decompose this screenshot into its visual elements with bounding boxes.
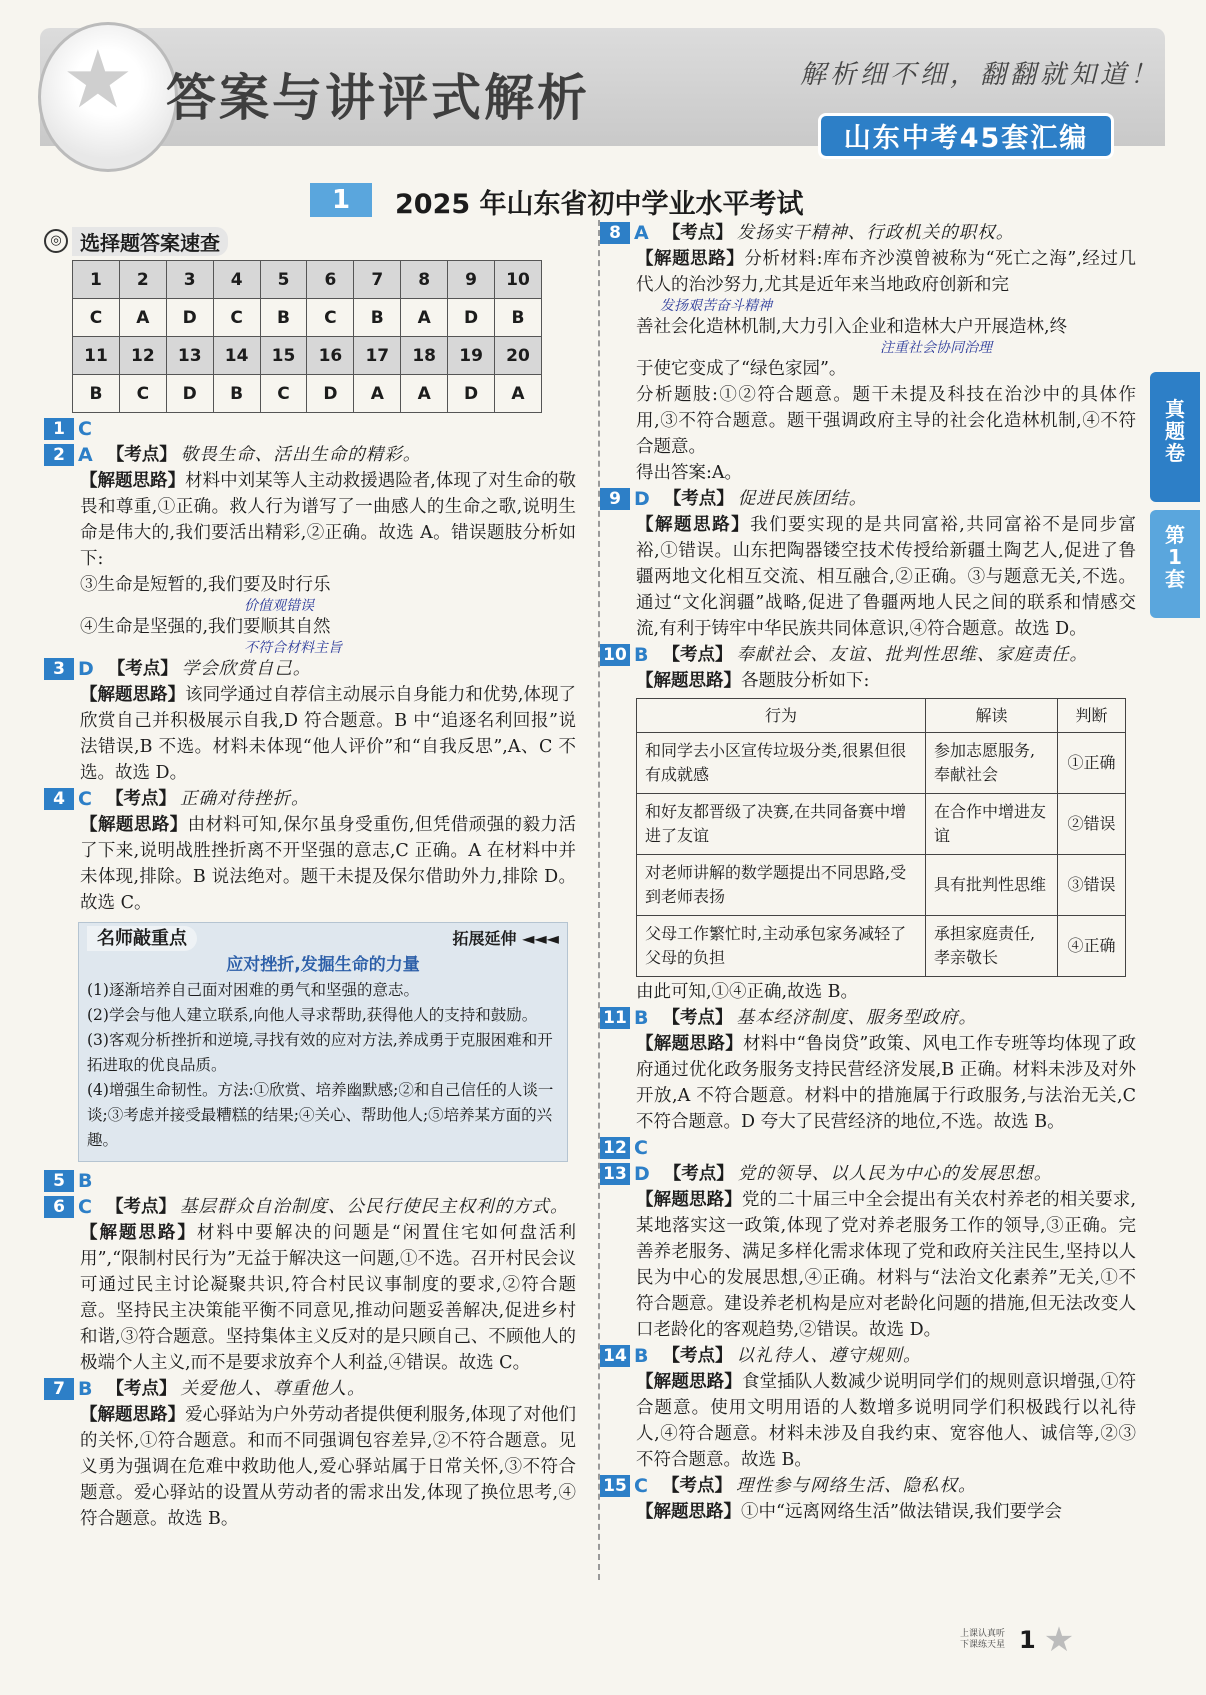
answer-table-cell: 9	[448, 261, 495, 299]
question-number: 1	[44, 418, 74, 440]
answer-table-cell: 12	[119, 337, 166, 375]
handwritten-note: 发扬艰苦奋斗精神	[660, 298, 772, 314]
table-cell: 参加志愿服务,奉献社会	[926, 733, 1058, 794]
table-cell: 和好友都晋级了决赛,在共同备赛中增进了友谊	[637, 794, 926, 855]
answer-table-cell: 5	[260, 261, 307, 299]
table-cell: ③错误	[1058, 855, 1126, 916]
table-row	[637, 733, 1126, 794]
side-tab-label: 真题卷	[1165, 397, 1185, 465]
table-row	[637, 855, 1126, 916]
question-2	[44, 442, 576, 656]
answer-table-cell: 19	[448, 337, 495, 375]
explanation	[600, 668, 1136, 694]
question-answer: B	[634, 1345, 649, 1367]
tip-label: 名师敲重点	[87, 926, 197, 951]
answer-table-cell: 10	[495, 261, 542, 299]
collection-badge: 山东中考45套汇编	[818, 113, 1114, 159]
footer-slogan	[960, 1629, 1005, 1651]
table-row	[637, 794, 1126, 855]
answer-table-cell: 17	[354, 337, 401, 375]
silu-label: 【解题思路】	[636, 671, 741, 691]
answer-table-cell: C	[260, 375, 307, 413]
explanation-text: 材料中要解决的问题是“闲置住宅如何盘活利用”,“限制村民行为”无益于解决这一问题,①不选。召开村民会议可通过民主讨论凝聚共识,符合村民议事制度的要求,②符合题意。坚持民主决策能平衡不同意见,推动问题妥善解决,促进乡村和谐,③符合题意。坚持集体主义反对的是只顾自己、不顾他人的极端个人主义,而不是要求放弃个人利益,④错误。故选 C。	[80, 1223, 577, 1373]
kaodian-label: 【考点】	[105, 1197, 176, 1217]
answer-table-cell: 3	[166, 261, 213, 299]
question-answer: B	[634, 1007, 649, 1029]
explanation-text: 各题肢分析如下:	[741, 671, 870, 691]
answer-table-row	[73, 261, 542, 299]
question-3	[44, 656, 576, 786]
kaodian-text: 促进民族团结。	[737, 489, 868, 509]
footer	[960, 1620, 1074, 1660]
explanation-text: 该同学通过自荐信主动展示自身能力和优势,体现了欣赏自己并积极展示自我,D 符合题意。B 中“追逐名利回报”说法错误,B 不选。材料未体现“他人评价”和“自我反思”,A、C 不选。故选 D。	[80, 685, 576, 783]
exam-title: 2025 年山东省初中学业水平考试	[395, 189, 804, 220]
table-cell: ②错误	[1058, 794, 1126, 855]
explanation	[600, 1187, 1136, 1343]
table-row	[637, 916, 1126, 977]
answer-table-cell: D	[307, 375, 354, 413]
side-tab-real-exam	[1150, 372, 1200, 502]
kaodian-text: 学会欣赏自己。	[181, 659, 312, 679]
question-answer: B	[78, 1170, 93, 1192]
handwritten-note: 不符合材料主旨	[244, 640, 342, 656]
explanation-text: 由材料可知,保尔虽身受重伤,但凭借顽强的毅力活了下来,说明战胜挫折离不开坚强的意志,C 正确。A 在材料中并未体现,排除。B 说法绝对。题干未提及保尔借助外力,排除 D。故选 C。	[80, 815, 577, 913]
answer-table-cell: 18	[401, 337, 448, 375]
table-cell: 父母工作繁忙时,主动承包家务减轻了父母的负担	[637, 916, 926, 977]
silu-label: 【解题思路】	[80, 815, 188, 835]
kaodian-label: 【考点】	[662, 1008, 733, 1028]
exam-number-badge: 1	[310, 183, 372, 217]
kaodian-text: 正确对待挫折。	[179, 789, 310, 809]
answer-table-cell: A	[401, 375, 448, 413]
explanation	[44, 1402, 576, 1532]
answer-table-cell: C	[73, 299, 120, 337]
table-cell: 承担家庭责任,孝亲敬长	[926, 916, 1058, 977]
question-answer: C	[634, 1475, 648, 1497]
table-cell: 在合作中增进友谊	[926, 794, 1058, 855]
silu-label: 【解题思路】	[636, 1190, 742, 1210]
explanation-text: 分析材料:库布齐沙漠曾被称为“死亡之海”,经过几代人的治沙努力,尤其是近年来当地政府创新和完	[636, 249, 1136, 295]
answer-table-cell: B	[73, 375, 120, 413]
explanation	[600, 1031, 1136, 1135]
answer-table-cell: 4	[213, 261, 260, 299]
mascot-star-icon: ★	[62, 33, 134, 126]
answer-table-cell: A	[401, 299, 448, 337]
question-number: 11	[600, 1007, 630, 1029]
answer-table-cell: B	[213, 375, 260, 413]
answer-table-cell: 7	[354, 261, 401, 299]
table-header: 判断	[1058, 699, 1126, 733]
question-15	[600, 1473, 1136, 1525]
explanation-text: 材料中刘某等人主动救援遇险者,体现了对生命的敬畏和尊重,①正确。救人行为谱写了一曲感人的生命之歌,说明生命是伟大的,我们要活出精彩,②正确。故选 A。错误题肢分析如下:	[80, 471, 576, 569]
question-4	[44, 786, 576, 916]
question-number: 6	[44, 1196, 74, 1218]
tip-title: 应对挫折,发掘生命的力量	[226, 955, 420, 975]
silu-label: 【解题思路】	[80, 685, 186, 705]
kaodian-text: 关爱他人、尊重他人。	[180, 1379, 366, 1399]
question-answer: A	[634, 222, 649, 244]
tip-item: (4)增强生命韧性。方法:①欣赏、培养幽默感;②和自己信任的人谈一谈;③考虑并接受最糟糕的结果;④关心、帮助他人;⑤培养某方面的兴趣。	[87, 1081, 554, 1149]
question-11	[600, 1005, 1136, 1135]
explanation-text: 善社会化造林机制,大力引入企业和造林大户开展造林,终	[636, 317, 1068, 337]
answer-table-cell: 11	[73, 337, 120, 375]
kaodian-text: 基层群众自治制度、公民行使民主权利的方式。	[179, 1197, 569, 1217]
explanation-text: 材料中“鲁岗贷”政策、风电工作专班等均体现了政府通过优化政务服务支持民营经济发展,B 正确。材料未涉及对外开放,A 不符合题意。材料中的措施属于行政服务,与法治无关,C 不符合题意。D 夸大了民营经济的地位,不选。故选 B。	[636, 1034, 1136, 1132]
explanation-text: 爱心驿站为户外劳动者提供便利服务,体现了对他们的关怀,①符合题意。和而不同强调包容差异,②不符合题意。见义勇为强调在危难中救助他人,爱心驿站属于日常关怀,③不符合题意。爱心驿站的设置从劳动者的需求出发,体现了换位思考,④符合题意。故选 B。	[80, 1405, 576, 1529]
answer-table-cell: A	[495, 375, 542, 413]
kaodian-text: 奉献社会、友谊、批判性思维、家庭责任。	[736, 645, 1088, 665]
explanation	[44, 1220, 576, 1376]
question-answer: D	[634, 1163, 650, 1185]
kaodian-label: 【考点】	[106, 445, 177, 465]
answer-table-cell: 6	[307, 261, 354, 299]
explanation-text: 食堂插队人数减少说明同学们的规则意识增强,①符合题意。使用文明用语的人数增多说明同学们积极践行以礼待人,④符合题意。材料未涉及自我约束、宽容他人、诚信等,②③不符合题意。故选 B。	[636, 1372, 1137, 1470]
answer-table-cell: B	[354, 299, 401, 337]
kaodian-label: 【考点】	[106, 1379, 177, 1399]
question-number: 14	[600, 1345, 630, 1367]
explanation-text: 我们要实现的是共同富裕,共同富裕不是同步富裕,①错误。山东把陶器镂空技术传授给新疆土陶艺人,促进了鲁疆两地文化相互交流、相互融合,②正确。③与题意无关,不选。通过“文化润疆”战略,促进了鲁疆两地人民之间的联系和情感交流,有利于铸牢中华民族共同体意识,④符合题意。故选 D。	[636, 515, 1137, 639]
silu-label: 【解题思路】	[636, 515, 751, 535]
teacher-tip-box	[78, 922, 568, 1162]
answer-table	[72, 260, 542, 413]
quick-check-icon: ◎	[44, 229, 68, 253]
question-12	[600, 1135, 1136, 1161]
footer-slogan-line: 下课练天星	[960, 1640, 1006, 1650]
tip-item: (2)学会与他人建立联系,向他人寻求帮助,获得他人的支持和鼓励。	[87, 1006, 538, 1024]
kaodian-label: 【考点】	[107, 659, 178, 679]
question-number: 5	[44, 1170, 74, 1192]
mascot-star-icon: ★	[1043, 1620, 1075, 1660]
kaodian-text: 党的领导、以人民为中心的发展思想。	[737, 1164, 1053, 1184]
kaodian-text: 发扬实干精神、行政机关的职权。	[736, 223, 1015, 243]
question-number: 7	[44, 1378, 74, 1400]
answer-table-cell: C	[213, 299, 260, 337]
question-number: 10	[600, 644, 630, 666]
answer-table-cell: 8	[401, 261, 448, 299]
option-analysis-table	[636, 698, 1126, 977]
table-cell: 具有批判性思维	[926, 855, 1058, 916]
question-number: 12	[600, 1137, 630, 1159]
silu-label: 【解题思路】	[636, 1034, 744, 1054]
question-1	[44, 416, 576, 442]
question-number: 15	[600, 1475, 630, 1497]
question-9	[600, 486, 1136, 642]
answer-table-cell: 20	[495, 337, 542, 375]
answer-table-cell: 1	[73, 261, 120, 299]
question-answer: C	[634, 1137, 648, 1159]
answer-table-cell: 14	[213, 337, 260, 375]
page-title: 答案与讲评式解析	[166, 69, 590, 127]
question-8	[600, 220, 1136, 486]
side-tab-label: 第1套	[1165, 523, 1185, 591]
kaodian-label: 【考点】	[105, 789, 176, 809]
tip-item: (1)逐渐培养自己面对困难的勇气和坚强的意志。	[87, 981, 419, 999]
kaodian-label: 【考点】	[663, 489, 734, 509]
question-number: 4	[44, 788, 74, 810]
table-cell: ①正确	[1058, 733, 1126, 794]
question-answer: C	[78, 418, 92, 440]
question-14	[600, 1343, 1136, 1473]
kaodian-label: 【考点】	[663, 1164, 734, 1184]
answer-section-label	[44, 226, 228, 256]
explanation	[44, 468, 576, 572]
kaodian-text: 敬畏生命、活出生命的精彩。	[180, 445, 422, 465]
handwritten-note: 注重社会协同治理	[880, 340, 992, 356]
answer-table-cell: 13	[166, 337, 213, 375]
silu-label: 【解题思路】	[636, 1372, 742, 1392]
footer-slogan-line: 上课认真听	[960, 1629, 1006, 1639]
question-answer: D	[78, 658, 94, 680]
left-column	[44, 416, 576, 1532]
conclusion: 由此可知,①④正确,故选 B。	[636, 982, 859, 1002]
conclusion: 得出答案:A。	[636, 463, 743, 483]
question-number: 3	[44, 658, 74, 680]
question-13	[600, 1161, 1136, 1343]
table-cell: ④正确	[1058, 916, 1126, 977]
question-answer: A	[78, 444, 93, 466]
right-column	[600, 220, 1136, 1525]
page-number: 1	[1019, 1626, 1036, 1654]
side-tab-set-number	[1150, 510, 1200, 618]
question-number: 2	[44, 444, 74, 466]
answer-table-cell: 2	[119, 261, 166, 299]
question-7	[44, 1376, 576, 1532]
kaodian-label: 【考点】	[662, 645, 733, 665]
table-header: 解读	[926, 699, 1058, 733]
question-5	[44, 1168, 576, 1194]
question-answer: B	[634, 644, 649, 666]
tip-item: (3)客观分析挫折和逆境,寻找有效的应对方法,养成勇于克服困难和开拓进取的优良品质。	[87, 1031, 553, 1074]
answer-table-cell: D	[448, 299, 495, 337]
table-cell: 和同学去小区宣传垃圾分类,很累但很有成就感	[637, 733, 926, 794]
handwritten-note: 价值观错误	[244, 598, 314, 614]
option-analysis: 分析题肢:①②符合题意。题干未提及科技在治沙中的具体作用,③不符合题意。题干强调政府主导的社会化造林机制,④不符合题意。	[636, 385, 1136, 457]
question-answer: D	[634, 488, 650, 510]
silu-label: 【解题思路】	[636, 249, 745, 269]
explanation-text: ①中“远离网络生活”做法错误,我们要学会	[741, 1502, 1062, 1522]
silu-label: 【解题思路】	[636, 1502, 741, 1522]
answer-table-cell: B	[260, 299, 307, 337]
answer-table-cell: D	[448, 375, 495, 413]
explanation	[600, 246, 1136, 298]
question-answer: B	[78, 1378, 93, 1400]
question-answer: C	[78, 1196, 92, 1218]
question-number: 9	[600, 488, 630, 510]
answer-table-row	[73, 375, 542, 413]
answer-table-cell: C	[307, 299, 354, 337]
kaodian-text: 基本经济制度、服务型政府。	[736, 1008, 977, 1028]
table-cell: 对老师讲解的数学题提出不同思路,受到老师表扬	[637, 855, 926, 916]
silu-label: 【解题思路】	[80, 1223, 197, 1243]
explanation-text: 于使它变成了“绿色家园”。	[636, 359, 847, 379]
explanation-text: 党的二十届三中全会提出有关农村养老的相关要求,某地落实这一政策,体现了党对养老服务工作的领导,③正确。完善养老服务、满足多样化需求体现了党和政府关注民生,坚持以人民为中心的发展思想,④正确。材料与“法治文化素养”无关,①不符合题意。建设养老机构是应对老龄化问题的措施,但无法改变人口老龄化的客观趋势,②错误。故选 D。	[636, 1190, 1137, 1340]
answer-table-cell: C	[119, 375, 166, 413]
answer-table-cell: 16	[307, 337, 354, 375]
wrong-option-3: ③生命是短暂的,我们要及时行乐	[80, 575, 331, 595]
answer-table-cell: 15	[260, 337, 307, 375]
explanation	[600, 1369, 1136, 1473]
wrong-option-4: ④生命是坚强的,我们要顺其自然	[80, 617, 331, 637]
answer-table-row	[73, 337, 542, 375]
silu-label: 【解题思路】	[80, 471, 186, 491]
answer-table-cell: A	[119, 299, 166, 337]
answer-section-title: 选择题答案速查	[72, 227, 228, 256]
explanation	[44, 682, 576, 786]
tip-extension: 拓展延伸 ◄◄◄	[452, 928, 559, 948]
table-header: 行为	[637, 699, 926, 733]
explanation	[600, 1499, 1136, 1525]
kaodian-text: 以礼待人、遵守规则。	[736, 1346, 922, 1366]
answer-table-cell: D	[166, 375, 213, 413]
explanation	[44, 812, 576, 916]
question-number: 13	[600, 1163, 630, 1185]
question-number: 8	[600, 222, 630, 244]
silu-label: 【解题思路】	[80, 1405, 186, 1425]
answer-table-cell: B	[495, 299, 542, 337]
header-slogan: 解析细不细，翻翻就知道！	[800, 60, 1161, 90]
kaodian-label: 【考点】	[661, 1476, 732, 1496]
question-10	[600, 642, 1136, 1005]
explanation	[600, 512, 1136, 642]
answer-table-cell: D	[166, 299, 213, 337]
kaodian-text: 理性参与网络生活、隐私权。	[735, 1476, 977, 1496]
kaodian-label: 【考点】	[662, 1346, 733, 1366]
answer-table-row	[73, 299, 542, 337]
kaodian-label: 【考点】	[662, 223, 733, 243]
question-6	[44, 1194, 576, 1376]
question-answer: C	[78, 788, 92, 810]
answer-table-cell: A	[354, 375, 401, 413]
